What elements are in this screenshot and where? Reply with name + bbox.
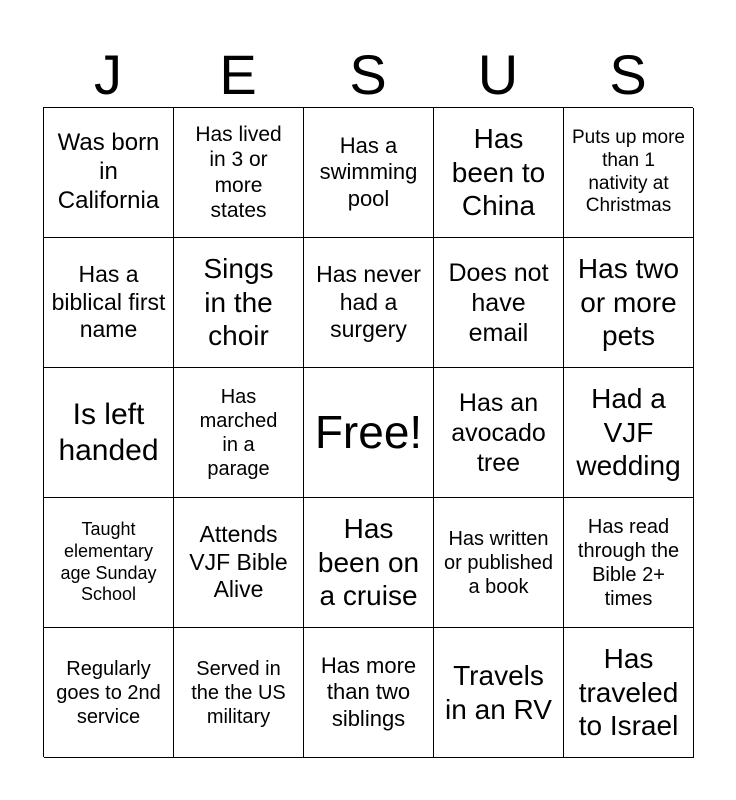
bingo-cell bbox=[564, 238, 694, 368]
bingo-cell bbox=[304, 368, 434, 498]
bingo-cell bbox=[304, 238, 434, 368]
header-letter-e: E bbox=[219, 43, 257, 106]
bingo-cell bbox=[434, 498, 564, 628]
header-letter-s: S bbox=[349, 43, 387, 106]
cell-text: Has a swimming pool bbox=[319, 132, 418, 211]
cell-text: Has more than two siblings bbox=[320, 652, 417, 731]
bingo-cell bbox=[44, 238, 174, 368]
cell-text: Has written or published a book bbox=[444, 527, 553, 598]
bingo-cell bbox=[434, 628, 564, 758]
bingo-cell bbox=[564, 368, 694, 498]
cell-text: Had a VJF wedding bbox=[576, 383, 681, 482]
cell-text: Has an avocado tree bbox=[451, 388, 546, 477]
bingo-grid bbox=[43, 107, 693, 757]
cell-text: Has been to China bbox=[451, 123, 546, 222]
header-letter-j: J bbox=[94, 43, 122, 106]
cell-text: Was born in California bbox=[57, 129, 160, 214]
bingo-cell bbox=[174, 628, 304, 758]
bingo-cell bbox=[304, 628, 434, 758]
bingo-cell bbox=[564, 628, 694, 758]
cell-text: Taught elementary age Sunday School bbox=[60, 519, 157, 605]
bingo-cell bbox=[174, 368, 304, 498]
bingo-cell bbox=[304, 108, 434, 238]
bingo-cell bbox=[564, 108, 694, 238]
cell-text: Has two or more pets bbox=[577, 253, 680, 352]
cell-text: Has a biblical first name bbox=[51, 261, 166, 343]
cell-text: Regularly goes to 2nd service bbox=[56, 657, 161, 728]
bingo-cell bbox=[564, 498, 694, 628]
bingo-cell bbox=[434, 108, 564, 238]
bingo-cell bbox=[434, 368, 564, 498]
cell-text: Has traveled to Israel bbox=[578, 643, 679, 742]
bingo-cell bbox=[174, 238, 304, 368]
cell-text: Has marched in a parage bbox=[199, 385, 278, 480]
header-letter-u: U bbox=[477, 43, 519, 106]
bingo-cell bbox=[44, 628, 174, 758]
cell-text: Has read through the Bible 2+ times bbox=[577, 515, 680, 610]
cell-text: Does not have email bbox=[448, 258, 549, 347]
bingo-cell bbox=[174, 498, 304, 628]
cell-text: Puts up more than 1 nativity at Christmas bbox=[572, 126, 685, 217]
bingo-header bbox=[43, 42, 693, 108]
bingo-cell bbox=[44, 498, 174, 628]
bingo-cell bbox=[44, 108, 174, 238]
bingo-cell bbox=[434, 238, 564, 368]
free-space: Free! bbox=[314, 405, 423, 458]
cell-text: Travels in an RV bbox=[445, 659, 552, 725]
cell-text: Served in the the US military bbox=[191, 657, 286, 728]
cell-text: Has been on a cruise bbox=[317, 513, 420, 612]
cell-text: Has lived in 3 or more states bbox=[195, 123, 282, 222]
cell-text: Attends VJF Bible Alive bbox=[189, 521, 288, 603]
cell-text: Sings in the choir bbox=[203, 253, 274, 352]
bingo-cell bbox=[44, 368, 174, 498]
header-letter-s2: S bbox=[609, 43, 647, 106]
bingo-cell bbox=[174, 108, 304, 238]
cell-text: Has never had a surgery bbox=[316, 261, 421, 343]
cell-text: Is left handed bbox=[58, 397, 159, 467]
bingo-cell bbox=[304, 498, 434, 628]
